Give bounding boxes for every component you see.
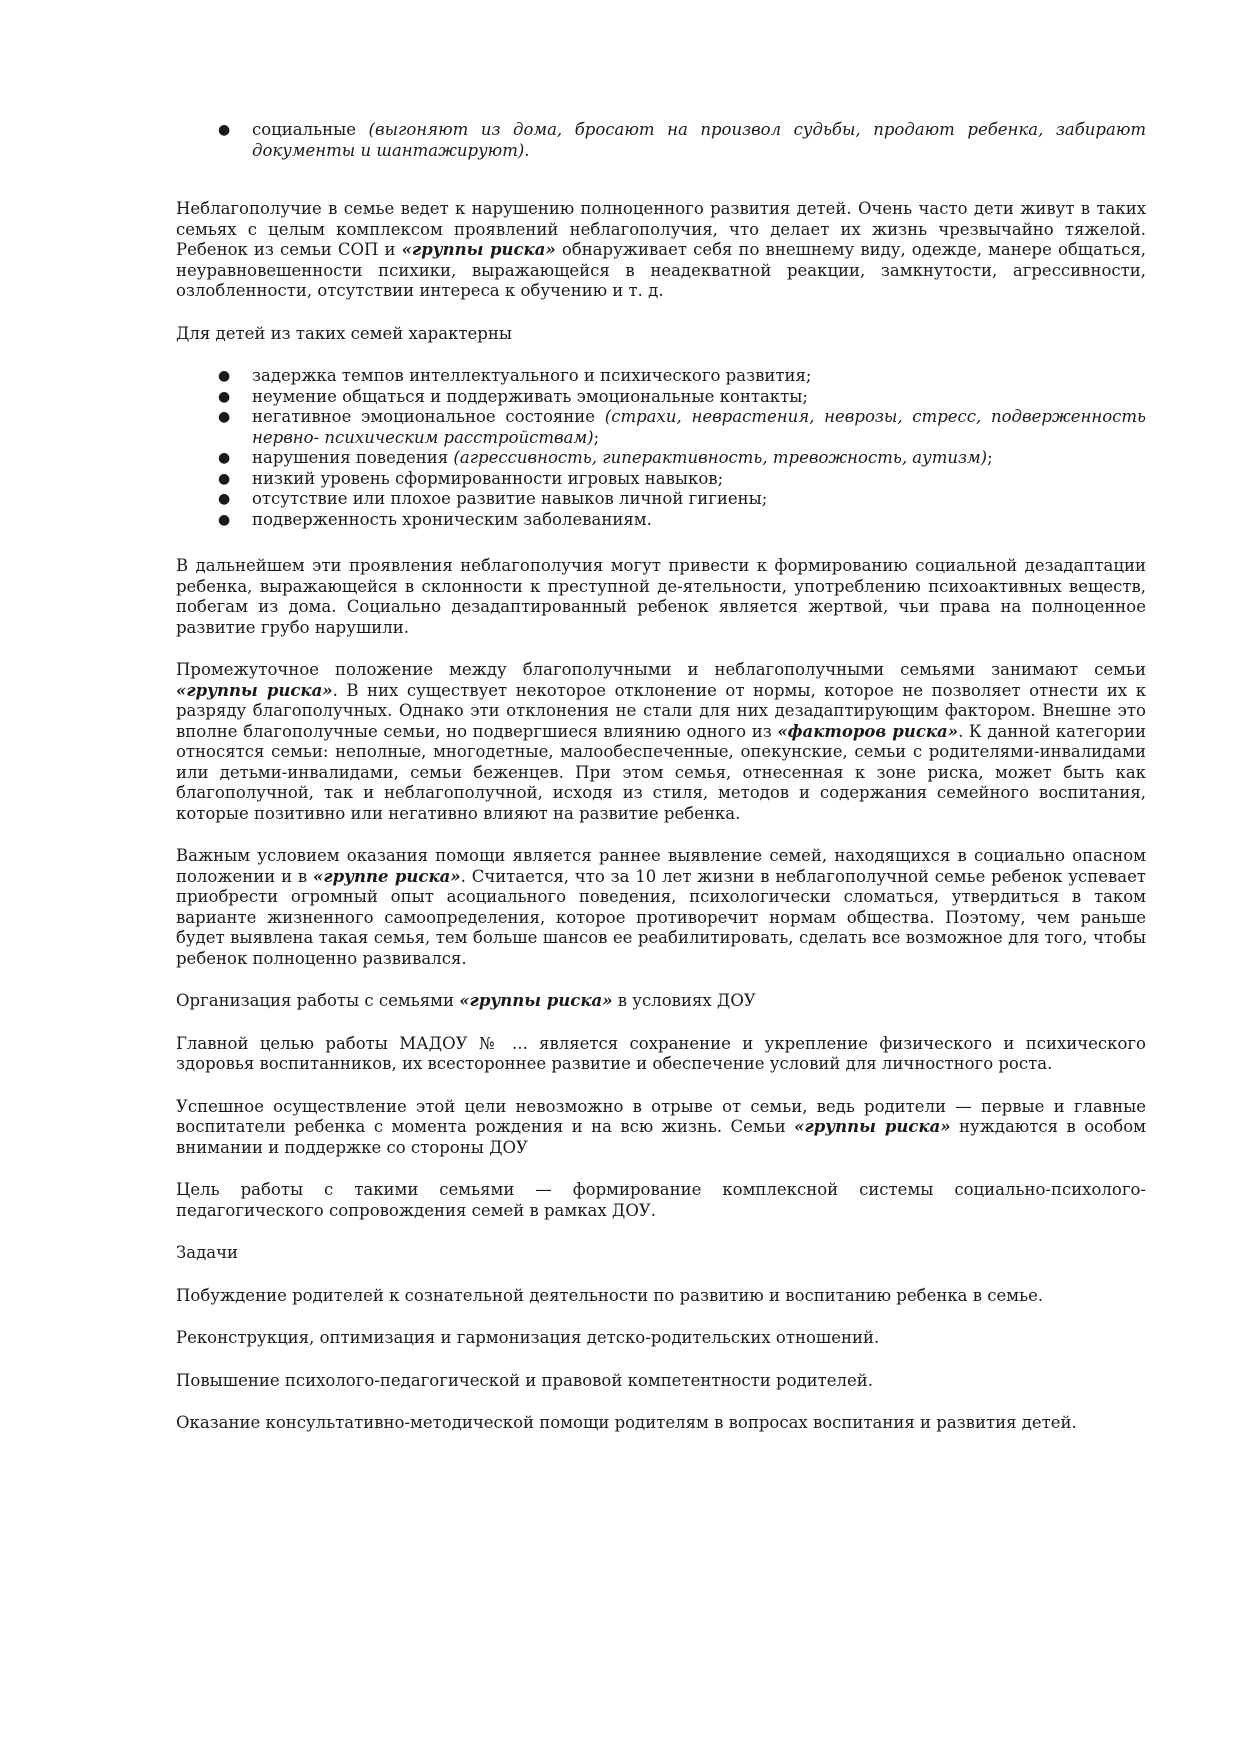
risk-group-term: «группы риска» bbox=[176, 680, 333, 700]
traits-list bbox=[176, 366, 1146, 530]
list-item-text: подверженность хроническим заболеваниям. bbox=[252, 509, 652, 529]
task-item: Побуждение родителей к сознательной деятельности по развитию и воспитанию ребенка в семье. bbox=[176, 1285, 1044, 1305]
list-item-text: неумение общаться и поддерживать эмоциональные контакты; bbox=[252, 386, 808, 406]
task-item: Реконструкция, оптимизация и гармонизация детско-родительских отношений. bbox=[176, 1328, 880, 1347]
risk-group-term: «группы риска» bbox=[794, 1117, 951, 1136]
paragraph-main-goal: Главной целью работы МАДОУ № ... является сохранение и укрепление физического и психического здоровья воспитанников, их всестороннее развитие и обеспечение условий для личностного роста. bbox=[176, 1033, 1146, 1073]
text-run: . К данной категории относятся семьи: неполные, многодетные, малообеспеченные, опекунские, семьи с родителями-инвалидами или детьми-инвалидами, семьи беженцев. При этом семья, отнесенная к зоне риска, может быть как благополучной, так и неблагополучной, исходя из стиля, методов и содержания семейного воспитания, которые позитивно или негативно влияют на развитие ребенка. bbox=[176, 721, 1146, 823]
list-item bbox=[176, 407, 1146, 448]
risk-group-term: «группы риска» bbox=[401, 240, 556, 259]
text-run: Организация работы с семьями bbox=[176, 991, 460, 1010]
text-run: . В них существует некоторое отклонение от нормы, которое не позволяет отнести их к разряду благополучных. Однако эти отклонения не стали для них дезадаптирующим фактором. Внешне это вполне благополучные семьи, но подвергшиеся влиянию одного из bbox=[176, 680, 1147, 741]
bullet-icon: ● bbox=[218, 450, 231, 466]
list-item bbox=[176, 366, 1146, 387]
bullet-icon: ● bbox=[218, 388, 231, 405]
list-item-text: негативное эмоциональное состояние bbox=[252, 407, 605, 426]
text-run: Промежуточное положение между благополучными и неблагополучными семьями занимают семьи bbox=[176, 660, 1146, 679]
paragraph-early-detection bbox=[176, 846, 1146, 969]
document-body bbox=[176, 120, 1146, 1434]
paragraph-disadvantage bbox=[176, 199, 1146, 302]
bullet-icon: ● bbox=[218, 368, 231, 384]
paragraph-work-goal: Цель работы с такими семьями — формирование комплексной системы социально-психолого-педагогического сопровождения семей в рамках ДОУ. bbox=[176, 1180, 1146, 1220]
task-item: Повышение психолого-педагогической и правовой компетентности родителей. bbox=[176, 1370, 874, 1390]
list-item bbox=[176, 489, 1146, 510]
paragraph-traits-intro: Для детей из таких семей характерны bbox=[176, 323, 512, 343]
list-item-label: социальные bbox=[252, 120, 369, 139]
text-run: Важным условием оказания помощи является раннее выявление семей, находящихся в социально опасном положении и в bbox=[176, 846, 1146, 886]
bullet-icon: ● bbox=[218, 491, 231, 507]
paragraph-intermediate-position bbox=[176, 660, 1146, 824]
text-run: в условиях ДОУ bbox=[612, 991, 756, 1010]
paragraph-maladaptation: В дальнейшем эти проявления неблагополучия могут привести к формированию социальной дезадаптации ребенка, выражающейся в склонности к преступной де-ятельности, употреблению психоактивных веществ, побегам из дома. Социально дезадаптированный ребенок является жертвой, чьи права на полноценное развитие грубо нарушили. bbox=[176, 556, 1146, 637]
bullet-icon: ● bbox=[218, 511, 231, 528]
top-bullet-list bbox=[176, 120, 1146, 161]
risk-factors-term: «факторов риска» bbox=[777, 721, 959, 741]
list-item-end: . bbox=[524, 140, 530, 160]
section-heading bbox=[176, 991, 1146, 1012]
tasks-title: Задачи bbox=[176, 1243, 239, 1262]
list-item-end: ; bbox=[593, 427, 600, 447]
list-item bbox=[176, 387, 1146, 408]
list-item-end: ; bbox=[987, 448, 993, 467]
text-run: . Считается, что за 10 лет жизни в неблагополучной семье ребенок успевает приобрести огромный опыт асоциального поведения, психологически сломаться, утвердиться в таком варианте жизненного самоопределения, которое противоречит нормам общества. Поэтому, чем раньше будет выявлена такая семья, тем больше шансов ее реабилитировать, сделать все возможное для того, чтобы ребенок полноценно развивался. bbox=[176, 866, 1146, 968]
text-run: Неблагополучие в семье ведет к нарушению полноценного развития детей. Очень часто дети живут в таких семьях с целым комплексом проявлений неблагополучия, что делает их жизнь чрезвычайно тяжелой. Ребенок из семьи СОП и bbox=[176, 199, 1146, 259]
list-item bbox=[176, 510, 1146, 531]
text-run: нуждаются в особом внимании и поддержке со стороны ДОУ bbox=[176, 1117, 1147, 1157]
list-item-detail: (агрессивность, гиперактивность, тревожность, аутизм) bbox=[453, 448, 988, 467]
list-item-text: задержка темпов интеллектуального и психического развития; bbox=[252, 366, 812, 385]
list-item-text: нарушения поведения bbox=[252, 448, 454, 467]
list-item-text: отсутствие или плохое развитие навыков личной гигиены; bbox=[252, 489, 768, 508]
risk-group-term: «группе риска» bbox=[313, 866, 461, 886]
list-item bbox=[176, 469, 1146, 490]
risk-group-term: «группы риска» bbox=[459, 991, 613, 1010]
list-item-detail: (выгоняют из дома, бросают на произвол судьбы, продают ребенка, забирают документы и шантажируют) bbox=[252, 120, 1147, 160]
list-item-social bbox=[176, 120, 1146, 161]
paragraph-family-role bbox=[176, 1097, 1146, 1159]
list-item-detail: (страхи, неврастения, неврозы, стресс, подверженность нервно- психическим расстройствам) bbox=[252, 407, 1147, 447]
text-run: обнаруживает себя по внешнему виду, одежде, манере общаться, неуравновешенности психики, выражающейся в неадекватной реакции, замкнутости, агрессивности, озлобленности, отсутствии интереса к обучению и т. д. bbox=[176, 240, 1146, 300]
list-item bbox=[176, 448, 1146, 469]
task-item: Оказание консультативно-методической помощи родителям в вопросах воспитания и развития детей. bbox=[176, 1413, 1077, 1432]
bullet-icon: ● bbox=[218, 409, 231, 425]
bullet-icon: ● bbox=[218, 470, 231, 487]
bullet-icon: ● bbox=[218, 122, 231, 138]
text-run: Успешное осуществление этой цели невозможно в отрыве от семьи, ведь родители — первые и главные воспитатели ребенка с момента рождения и на всю жизнь. Семьи bbox=[176, 1096, 1146, 1136]
list-item-text: низкий уровень сформированности игровых навыков; bbox=[252, 468, 724, 488]
